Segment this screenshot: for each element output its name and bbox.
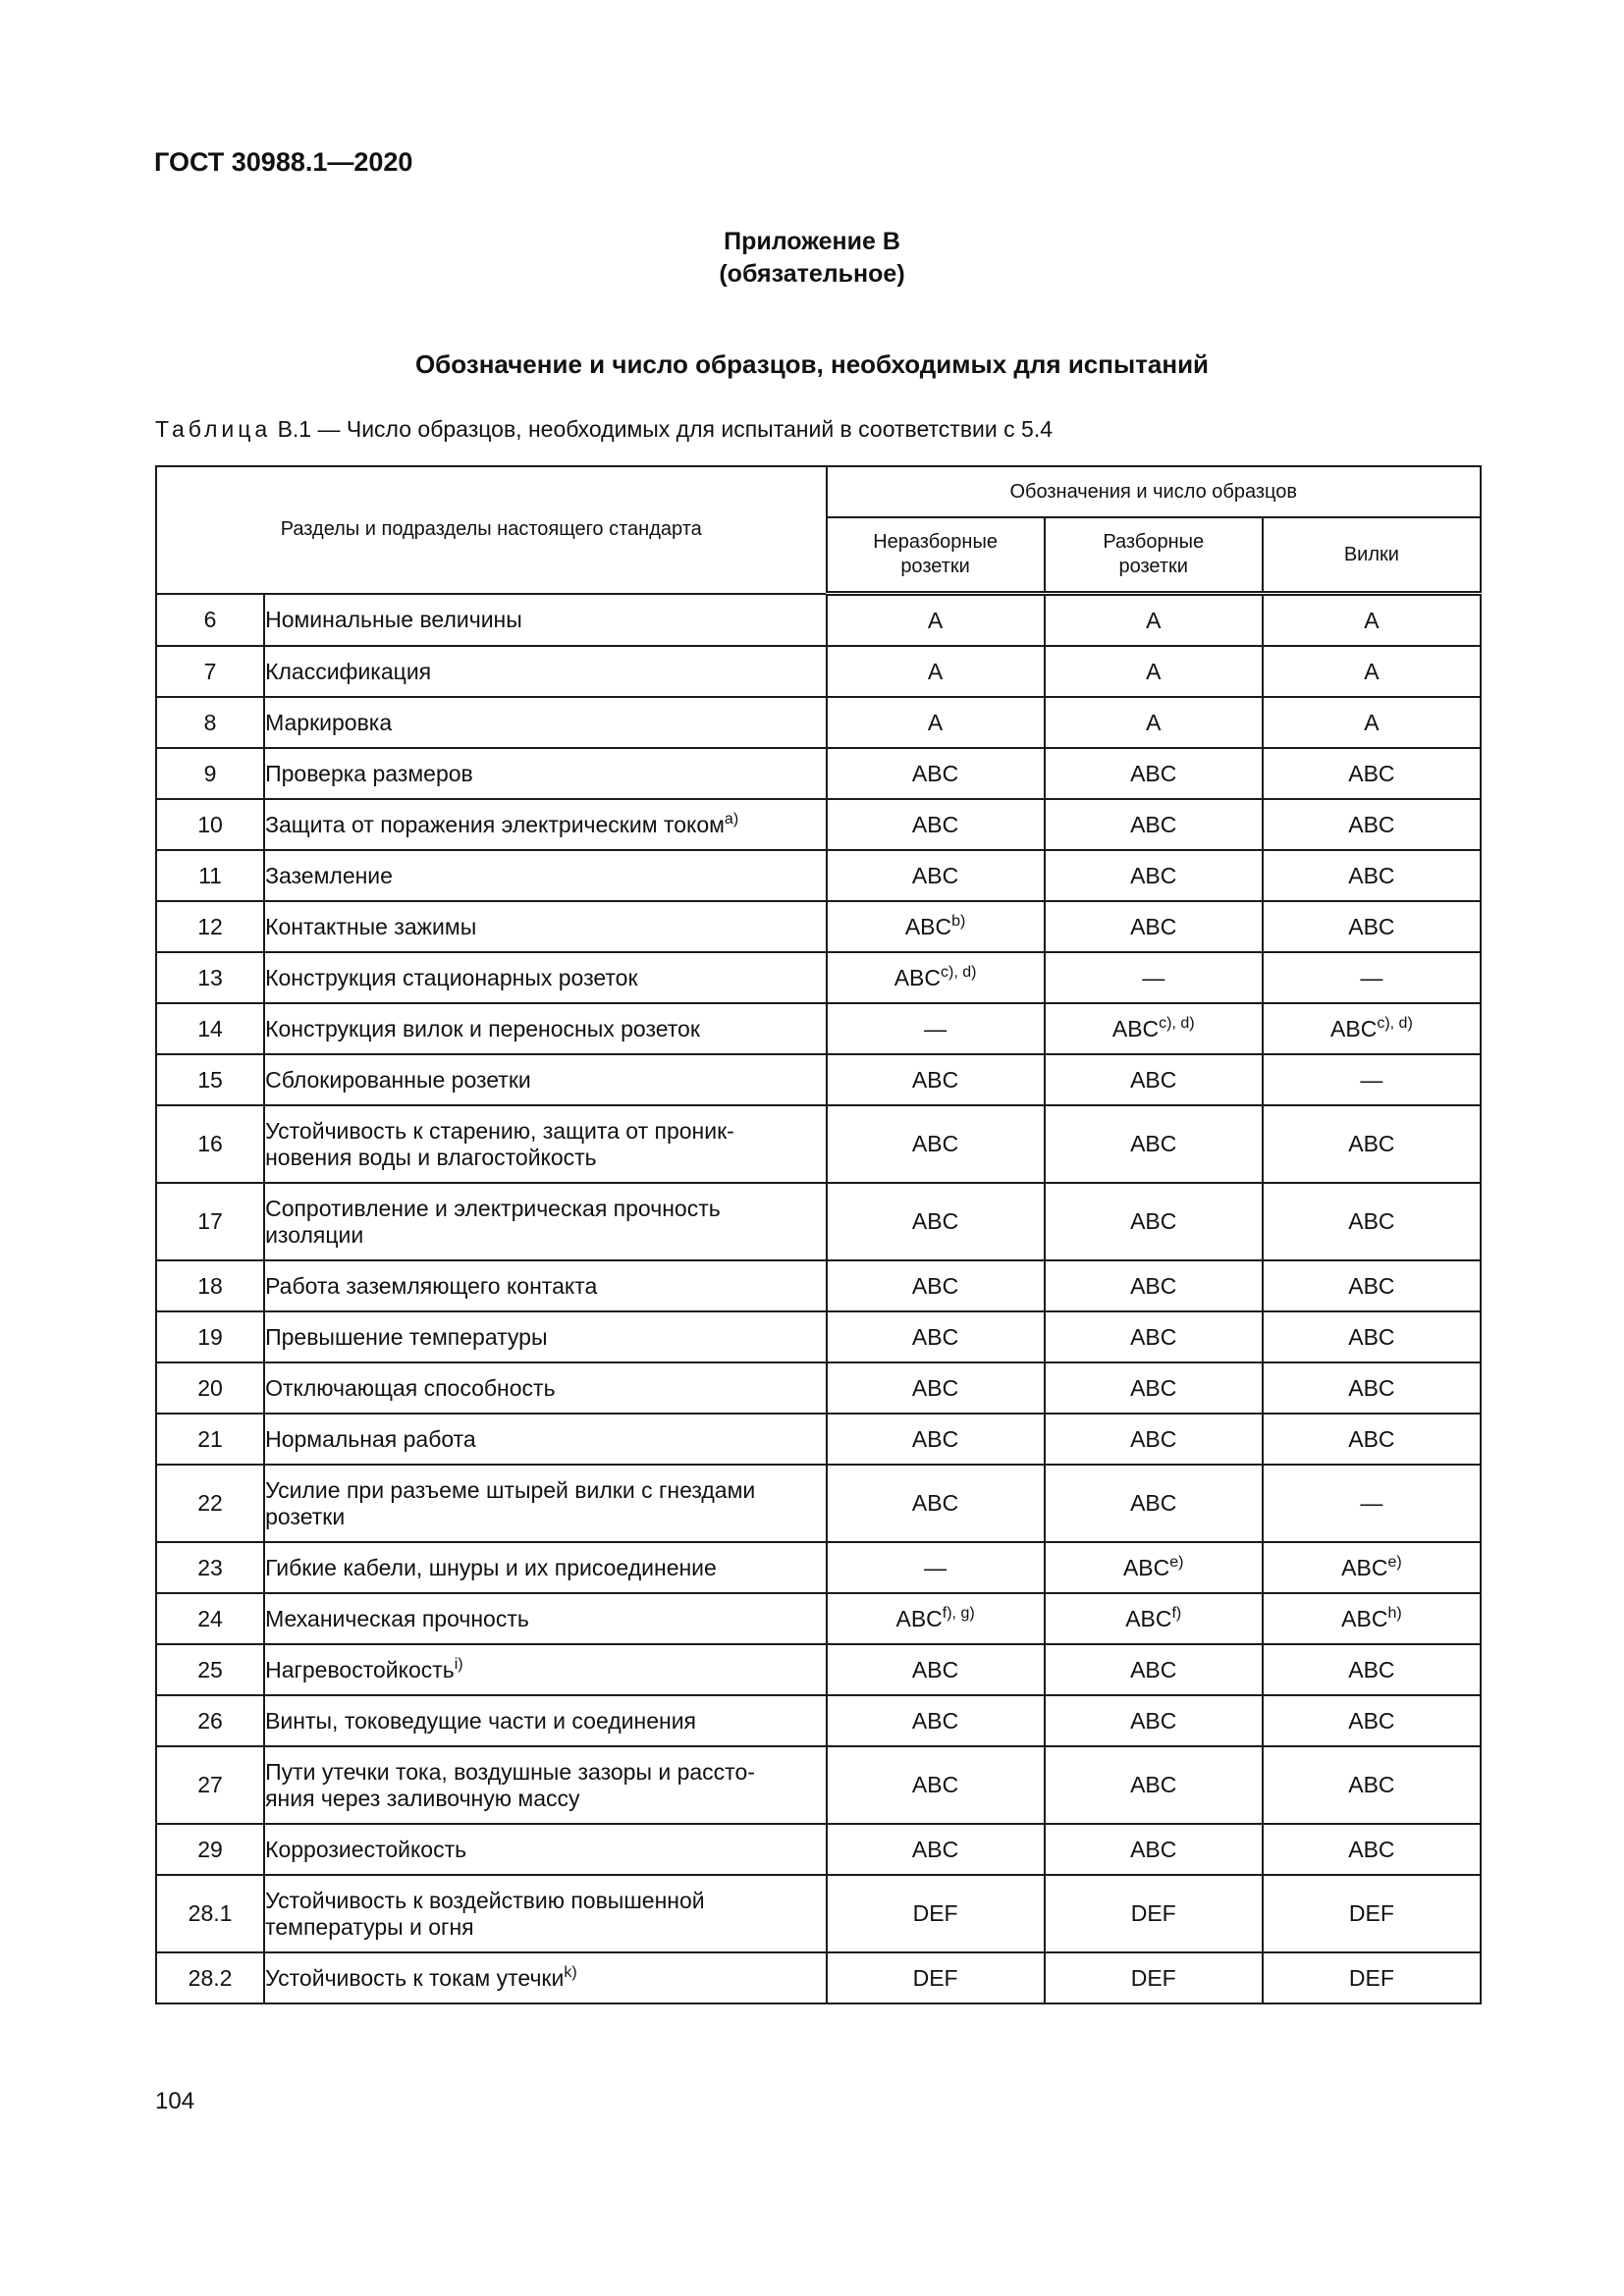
value-rewirable — [1045, 1362, 1263, 1414]
value-non-rewirable — [827, 1183, 1045, 1260]
value-text: ABC — [1130, 1066, 1177, 1093]
row-number: 17 — [156, 1183, 264, 1260]
value-rewirable — [1045, 1054, 1263, 1105]
row-title-line1: Сопротивление и электрическая прочность — [265, 1195, 721, 1221]
row-title-text: Контактные зажимы — [265, 913, 477, 939]
row-title-text: Превышение температуры — [265, 1323, 548, 1350]
value-text: ABC — [1348, 1131, 1395, 1156]
value-non-rewirable — [827, 1593, 1045, 1644]
value-plugs — [1263, 1105, 1481, 1183]
appendix-title: Приложение В — [724, 228, 900, 255]
row-title-line2: розетки — [265, 1503, 346, 1529]
value-non-rewirable — [827, 594, 1045, 647]
row-number: 6 — [156, 594, 264, 647]
table-row — [156, 799, 1481, 850]
value-rewirable — [1045, 799, 1263, 850]
row-number: 19 — [156, 1311, 264, 1362]
row-number: 24 — [156, 1593, 264, 1644]
value-text: — — [924, 1554, 947, 1580]
value-text: ABC — [911, 1272, 959, 1299]
value-text: — — [1360, 1066, 1383, 1093]
row-title — [264, 594, 826, 647]
value-plugs — [1263, 646, 1481, 697]
value-text: ABC — [1341, 1554, 1388, 1580]
table-row — [156, 1054, 1481, 1105]
page-number: 104 — [155, 2088, 195, 2114]
row-title — [264, 799, 826, 850]
row-number: 14 — [156, 1003, 264, 1054]
table-row — [156, 1311, 1481, 1362]
header-non-rewirable-sockets — [827, 517, 1045, 594]
row-number: 18 — [156, 1260, 264, 1311]
value-non-rewirable — [827, 1542, 1045, 1593]
value-text: А — [1364, 607, 1380, 633]
row-title-line2: изоляции — [265, 1221, 364, 1248]
row-title-text: Винты, токоведущие части и соединения — [265, 1707, 696, 1734]
header-designations: Обозначения и число образцов — [827, 466, 1482, 517]
table-row — [156, 748, 1481, 799]
value-non-rewirable — [827, 1362, 1045, 1414]
value-text: DEF — [1130, 1900, 1176, 1926]
table-row — [156, 952, 1481, 1003]
specimens-table — [155, 465, 1482, 2004]
value-plugs — [1263, 1260, 1481, 1311]
value-text: ABC — [1130, 1425, 1177, 1452]
row-title — [264, 1362, 826, 1414]
value-text: ABC — [1348, 1374, 1395, 1401]
row-title — [264, 850, 826, 901]
table-row — [156, 1414, 1481, 1465]
value-plugs — [1263, 1542, 1481, 1593]
value-non-rewirable — [827, 1695, 1045, 1746]
row-title — [264, 1311, 826, 1362]
row-number: 23 — [156, 1542, 264, 1593]
row-title-text: Конструкция вилок и переносных розеток — [265, 1015, 700, 1041]
row-title — [264, 1952, 826, 2003]
value-non-rewirable — [827, 1311, 1045, 1362]
value-text: ABC — [911, 1836, 959, 1862]
table-row — [156, 1875, 1481, 1952]
value-text: ABC — [1130, 1490, 1177, 1516]
value-text: А — [927, 709, 944, 735]
value-text: ABC — [1130, 1272, 1177, 1299]
row-title — [264, 1542, 826, 1593]
row-title-line2: яния через заливочную массу — [265, 1785, 580, 1811]
value-text: ABC — [1348, 1772, 1395, 1797]
value-text: ABC — [1111, 1015, 1160, 1041]
value-rewirable — [1045, 1260, 1263, 1311]
row-title — [264, 901, 826, 952]
row-title-text: Заземление — [265, 862, 393, 888]
row-title-text: Устойчивость к токам утечки — [265, 1964, 565, 1991]
value-non-rewirable — [827, 1952, 1045, 2003]
section-title: Обозначение и число образцов, необходимых для испытаний — [414, 349, 1210, 379]
value-rewirable — [1045, 1824, 1263, 1875]
value-text: ABC — [1130, 1656, 1177, 1682]
row-title — [264, 1644, 826, 1695]
value-non-rewirable — [827, 748, 1045, 799]
value-plugs — [1263, 850, 1481, 901]
value-rewirable — [1045, 1003, 1263, 1054]
footnote-ref: c), d) — [1377, 1014, 1413, 1032]
table-row — [156, 1465, 1481, 1542]
value-text: ABC — [911, 811, 959, 837]
row-title-line2: новения воды и влагостойкость — [265, 1144, 597, 1170]
value-text: ABC — [911, 1707, 959, 1734]
value-text: ABC — [1130, 1836, 1177, 1862]
value-text: ABC — [911, 1131, 959, 1156]
value-text: ABC — [1348, 1323, 1395, 1350]
value-text: ABC — [1348, 1208, 1395, 1234]
footnote-ref: c), d) — [941, 963, 977, 981]
value-text: ABC — [1130, 811, 1177, 837]
row-title-text: Нормальная работа — [265, 1425, 476, 1452]
value-text: — — [924, 1015, 947, 1041]
value-plugs — [1263, 1414, 1481, 1465]
value-text: ABC — [1130, 1131, 1177, 1156]
table-row — [156, 850, 1481, 901]
value-non-rewirable — [827, 850, 1045, 901]
value-text: ABC — [1348, 1707, 1395, 1734]
value-text: ABC — [911, 1374, 959, 1401]
value-non-rewirable — [827, 1260, 1045, 1311]
value-rewirable — [1045, 1414, 1263, 1465]
table-caption — [155, 416, 1053, 443]
value-text: ABC — [1341, 1605, 1388, 1631]
row-number: 20 — [156, 1362, 264, 1414]
value-non-rewirable — [827, 1054, 1045, 1105]
row-number: 13 — [156, 952, 264, 1003]
row-title — [264, 1875, 826, 1952]
row-title — [264, 1183, 826, 1260]
row-title-text: Механическая прочность — [265, 1605, 529, 1631]
row-number: 16 — [156, 1105, 264, 1183]
value-rewirable — [1045, 952, 1263, 1003]
value-text: ABC — [911, 1772, 959, 1797]
value-text: ABC — [1348, 862, 1395, 888]
value-text: ABC — [1130, 913, 1177, 939]
value-plugs — [1263, 901, 1481, 952]
value-text: ABC — [1348, 811, 1395, 837]
value-non-rewirable — [827, 1465, 1045, 1542]
value-rewirable — [1045, 1542, 1263, 1593]
value-plugs — [1263, 697, 1481, 748]
value-text: ABC — [1130, 760, 1177, 786]
value-plugs — [1263, 1593, 1481, 1644]
row-number: 21 — [156, 1414, 264, 1465]
row-number: 28.2 — [156, 1952, 264, 2003]
value-text: ABC — [911, 1323, 959, 1350]
value-text: ABC — [1122, 1554, 1170, 1580]
row-title — [264, 1414, 826, 1465]
value-text: ABC — [1130, 1323, 1177, 1350]
row-title — [264, 646, 826, 697]
value-text: ABC — [911, 1208, 959, 1234]
value-rewirable — [1045, 1695, 1263, 1746]
value-text: А — [1364, 658, 1380, 684]
value-text: ABC — [1348, 1425, 1395, 1452]
value-text: ABC — [1130, 1772, 1177, 1797]
value-plugs — [1263, 1003, 1481, 1054]
value-text: А — [927, 607, 944, 633]
table-header — [156, 466, 1481, 594]
row-title — [264, 1260, 826, 1311]
value-rewirable — [1045, 1644, 1263, 1695]
value-non-rewirable — [827, 952, 1045, 1003]
value-text: ABC — [1348, 1836, 1395, 1862]
value-rewirable — [1045, 594, 1263, 647]
row-number: 12 — [156, 901, 264, 952]
row-title-text: Коррозиестойкость — [265, 1836, 467, 1862]
table-row — [156, 1824, 1481, 1875]
row-title — [264, 1003, 826, 1054]
value-text: ABC — [1348, 1656, 1395, 1682]
value-plugs — [1263, 1952, 1481, 2003]
appendix-type: (обязательное) — [719, 260, 905, 288]
row-number: 9 — [156, 748, 264, 799]
row-title — [264, 1824, 826, 1875]
table-caption-prefix: Таблица — [155, 416, 272, 442]
value-non-rewirable — [827, 1414, 1045, 1465]
row-number: 29 — [156, 1824, 264, 1875]
row-title-text: Нагревостойкость — [265, 1656, 455, 1682]
row-title-line2: температуры и огня — [265, 1913, 474, 1940]
row-title — [264, 1695, 826, 1746]
value-rewirable — [1045, 1105, 1263, 1183]
value-text: А — [1146, 658, 1162, 684]
header-non-rewirable-line2: розетки — [900, 556, 970, 577]
value-rewirable — [1045, 901, 1263, 952]
table-caption-text: В.1 — Число образцов, необходимых для испытаний в соответствии с 5.4 — [271, 416, 1054, 442]
row-title — [264, 697, 826, 748]
value-plugs — [1263, 952, 1481, 1003]
value-text: ABC — [1348, 760, 1395, 786]
row-title-text: Маркировка — [265, 709, 393, 735]
value-rewirable — [1045, 1952, 1263, 2003]
table-row — [156, 594, 1481, 647]
value-non-rewirable — [827, 1746, 1045, 1824]
value-text: ABC — [1130, 1707, 1177, 1734]
table-body — [156, 594, 1481, 2004]
header-rewirable-line2: розетки — [1118, 556, 1188, 577]
table-row — [156, 901, 1481, 952]
value-text: — — [1360, 964, 1383, 990]
row-title-text: Отключающая способность — [265, 1374, 556, 1401]
row-title-text: Номинальные величины — [265, 606, 522, 632]
value-text: ABC — [1130, 1374, 1177, 1401]
value-plugs — [1263, 1875, 1481, 1952]
value-text: ABC — [911, 862, 959, 888]
value-rewirable — [1045, 1875, 1263, 1952]
value-text: ABC — [904, 913, 952, 939]
table-row — [156, 1105, 1481, 1183]
row-number: 28.1 — [156, 1875, 264, 1952]
table-row — [156, 1542, 1481, 1593]
row-title-line1: Устойчивость к воздействию повышенной — [265, 1887, 705, 1913]
value-plugs — [1263, 1644, 1481, 1695]
value-plugs — [1263, 1746, 1481, 1824]
value-text: ABC — [895, 1605, 943, 1631]
value-plugs — [1263, 1465, 1481, 1542]
value-rewirable — [1045, 1593, 1263, 1644]
value-non-rewirable — [827, 1644, 1045, 1695]
table-row — [156, 1952, 1481, 2003]
value-text: ABC — [1348, 913, 1395, 939]
value-non-rewirable — [827, 1824, 1045, 1875]
table-row — [156, 1260, 1481, 1311]
row-title — [264, 1593, 826, 1644]
value-rewirable — [1045, 748, 1263, 799]
row-title-line1: Усилие при разъеме штырей вилки с гнездами — [265, 1476, 756, 1503]
value-text: ABC — [911, 1066, 959, 1093]
row-number: 15 — [156, 1054, 264, 1105]
row-title — [264, 1465, 826, 1542]
value-text: ABC — [1125, 1605, 1172, 1631]
value-non-rewirable — [827, 1105, 1045, 1183]
value-text: ABC — [893, 964, 941, 990]
row-title — [264, 952, 826, 1003]
value-rewirable — [1045, 1311, 1263, 1362]
table-row — [156, 1746, 1481, 1824]
row-title-text: Работа заземляющего контакта — [265, 1272, 598, 1299]
footnote-ref: h) — [1387, 1604, 1402, 1622]
value-plugs — [1263, 1183, 1481, 1260]
table-row — [156, 646, 1481, 697]
header-non-rewirable-line1: Неразборные — [873, 531, 998, 553]
document-code: ГОСТ 30988.1—2020 — [154, 147, 413, 177]
value-non-rewirable — [827, 646, 1045, 697]
value-non-rewirable — [827, 1003, 1045, 1054]
table-row — [156, 1695, 1481, 1746]
header-rewirable-line1: Разборные — [1103, 531, 1205, 553]
row-title — [264, 1105, 826, 1183]
header-plugs: Вилки — [1263, 517, 1481, 594]
value-rewirable — [1045, 1183, 1263, 1260]
row-title-text: Конструкция стационарных розеток — [265, 964, 638, 990]
footnote-ref: f), g) — [942, 1604, 975, 1622]
footnote-ref: b) — [951, 912, 966, 930]
value-text: — — [1360, 1490, 1383, 1516]
row-number: 26 — [156, 1695, 264, 1746]
row-number: 11 — [156, 850, 264, 901]
value-text: ABC — [911, 1490, 959, 1516]
table-row — [156, 1644, 1481, 1695]
value-text: А — [1146, 607, 1162, 633]
table-row — [156, 1593, 1481, 1644]
table-row — [156, 1003, 1481, 1054]
footnote-ref: i) — [454, 1655, 463, 1673]
value-text: ABC — [1348, 1272, 1395, 1299]
value-text: DEF — [1348, 1964, 1394, 1991]
row-number: 7 — [156, 646, 264, 697]
value-plugs — [1263, 1695, 1481, 1746]
footnote-ref: f) — [1171, 1604, 1182, 1622]
table-row — [156, 697, 1481, 748]
value-text: ABC — [911, 1425, 959, 1452]
row-title-line1: Пути утечки тока, воздушные зазоры и рассто- — [265, 1758, 755, 1785]
value-rewirable — [1045, 1465, 1263, 1542]
value-plugs — [1263, 748, 1481, 799]
footnote-ref: a) — [724, 810, 739, 828]
value-text: ABC — [1130, 862, 1177, 888]
row-title-line1: Устойчивость к старению, защита от проник- — [265, 1117, 734, 1144]
footnote-ref: k) — [564, 1963, 577, 1981]
header-rewirable-sockets — [1045, 517, 1263, 594]
value-plugs — [1263, 799, 1481, 850]
row-number: 22 — [156, 1465, 264, 1542]
row-title — [264, 1054, 826, 1105]
value-rewirable — [1045, 697, 1263, 748]
value-non-rewirable — [827, 799, 1045, 850]
footnote-ref: e) — [1169, 1553, 1184, 1571]
value-text: А — [927, 658, 944, 684]
value-text: ABC — [911, 760, 959, 786]
value-text: А — [1364, 709, 1380, 735]
value-text: ABC — [1130, 1208, 1177, 1234]
row-number: 25 — [156, 1644, 264, 1695]
row-number: 27 — [156, 1746, 264, 1824]
value-plugs — [1263, 1824, 1481, 1875]
value-text: DEF — [1130, 1964, 1176, 1991]
row-number: 10 — [156, 799, 264, 850]
value-non-rewirable — [827, 1875, 1045, 1952]
value-text: DEF — [1348, 1900, 1394, 1926]
row-number: 8 — [156, 697, 264, 748]
value-non-rewirable — [827, 901, 1045, 952]
row-title — [264, 1746, 826, 1824]
table-row — [156, 1362, 1481, 1414]
value-plugs — [1263, 594, 1481, 647]
value-text: DEF — [912, 1964, 958, 1991]
footnote-ref: e) — [1387, 1553, 1402, 1571]
row-title-text: Проверка размеров — [265, 760, 473, 786]
value-non-rewirable — [827, 697, 1045, 748]
footnote-ref: c), d) — [1159, 1014, 1195, 1032]
value-text: ABC — [911, 1656, 959, 1682]
value-rewirable — [1045, 1746, 1263, 1824]
row-title-text: Защита от поражения электрическим током — [265, 811, 725, 837]
header-sections: Разделы и подразделы настоящего стандарта — [156, 466, 827, 594]
value-rewirable — [1045, 646, 1263, 697]
row-title-text: Гибкие кабели, шнуры и их присоединение — [265, 1554, 717, 1580]
value-plugs — [1263, 1054, 1481, 1105]
row-title-text: Классификация — [265, 658, 432, 684]
value-plugs — [1263, 1311, 1481, 1362]
value-plugs — [1263, 1362, 1481, 1414]
value-text: DEF — [912, 1900, 958, 1926]
appendix-heading — [0, 226, 1624, 291]
value-text: — — [1142, 964, 1165, 990]
value-text: ABC — [1330, 1015, 1378, 1041]
row-title — [264, 748, 826, 799]
table-row — [156, 1183, 1481, 1260]
value-text: А — [1146, 709, 1162, 735]
value-rewirable — [1045, 850, 1263, 901]
row-title-text: Сблокированные розетки — [265, 1066, 531, 1093]
